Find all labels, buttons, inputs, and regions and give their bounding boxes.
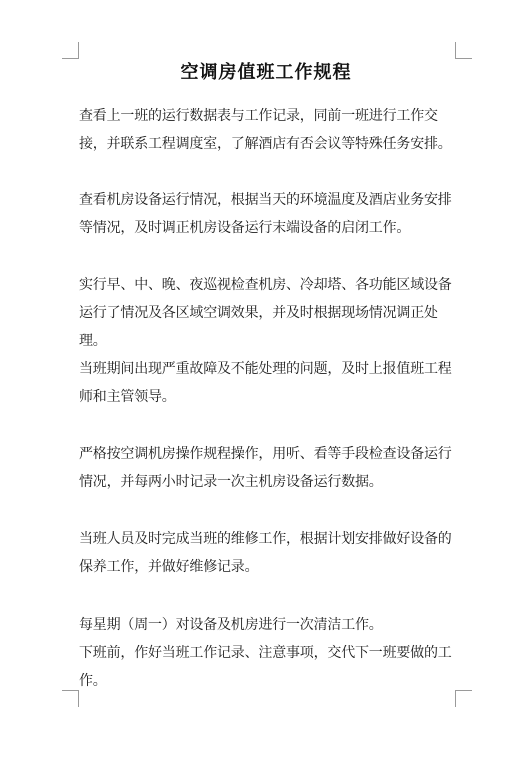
paragraph-1: 查看上一班的运行数据表与工作记录，同前一班进行工作交接，并联系工程调度室，了解酒店有否会议等特殊任务安排。 xyxy=(79,108,452,152)
paragraph-6: 当班人员及时完成当班的维修工作，根据计划安排做好设备的保养工作，并做好维修记录。 xyxy=(79,531,452,575)
paragraph-4: 当班期间出现严重故障及不能处理的问题，及时上报值班工程师和主管领导。 xyxy=(79,361,452,405)
crop-mark-bottom-left xyxy=(62,690,79,707)
paragraph-3: 实行早、中、晚、夜巡视检查机房、冷却塔、各功能区域设备运行了情况及各区域空调效果，并及时根据现场情况调正处理。 xyxy=(79,277,452,349)
paragraph-2: 查看机房设备运行情况，根据当天的环境温度及酒店业务安排等情况，及时调正机房设备运行末端设备的启闭工作。 xyxy=(79,192,452,236)
paragraph-8: 下班前，作好当班工作记录、注意事项，交代下一班要做的工作。 xyxy=(79,645,452,689)
paragraph-5: 严格按空调机房操作规程操作，用听、看等手段检查设备运行情况，并每两小时记录一次主机房设备运行数据。 xyxy=(79,446,452,490)
crop-mark-top-right xyxy=(455,42,472,59)
crop-mark-top-left xyxy=(62,42,79,59)
paragraph-7: 每星期（周一）对设备及机房进行一次清洁工作。 xyxy=(79,617,383,633)
document-title: 空调房值班工作规程 xyxy=(180,62,352,83)
